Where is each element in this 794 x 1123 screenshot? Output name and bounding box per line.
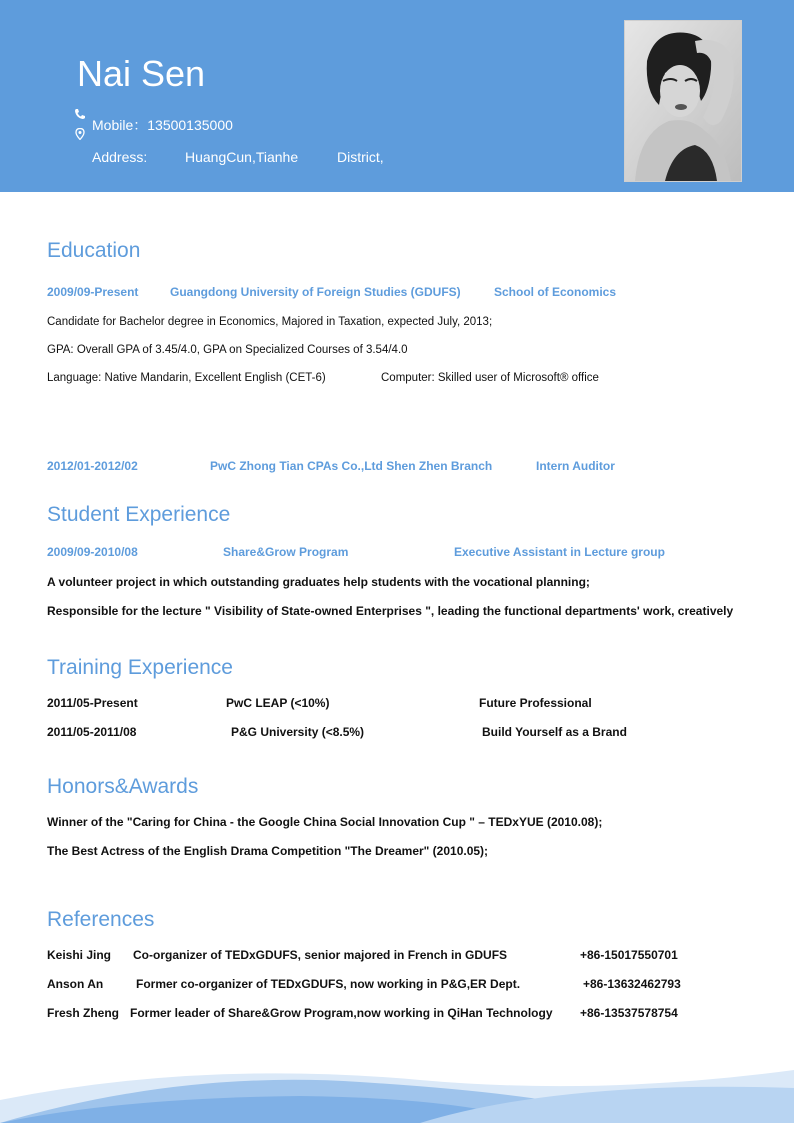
training-row1-date: 2011/05-Present xyxy=(47,696,138,710)
footer-wave-decoration xyxy=(0,1040,794,1123)
education-title: Education xyxy=(47,239,141,262)
education-school: Guangdong University of Foreign Studies (GDUFS) xyxy=(170,285,461,299)
honors-title: Honors&Awards xyxy=(47,775,199,798)
phone-icon xyxy=(74,108,86,120)
training-row2-award: Build Yourself as a Brand xyxy=(482,725,627,739)
reference-row3-desc: Former leader of Share&Grow Program,now working in QiHan Technology xyxy=(130,1006,553,1020)
student-experience-title: Student Experience xyxy=(47,503,231,526)
reference-row2-name: Anson An xyxy=(47,977,104,991)
references-title: References xyxy=(47,908,155,931)
student-role: Executive Assistant in Lecture group xyxy=(454,545,665,559)
training-row1-program: PwC LEAP (<10%) xyxy=(226,696,330,710)
address-part2: District, xyxy=(337,149,384,165)
reference-row2-phone: +86-13632462793 xyxy=(583,977,681,991)
education-date: 2009/09-Present xyxy=(47,285,139,299)
honors-line2: The Best Actress of the English Drama Competition "The Dreamer" (2010.05); xyxy=(47,844,489,858)
reference-row2-desc: Former co-organizer of TEDxGDUFS, now working in P&G,ER Dept. xyxy=(136,977,521,991)
education-computer: Computer: Skilled user of Microsoft® office xyxy=(381,372,599,384)
education-dept: School of Economics xyxy=(494,285,617,299)
education-language: Language: Native Mandarin, Excellent English (CET-6) xyxy=(47,372,326,384)
student-date: 2009/09-2010/08 xyxy=(47,545,138,559)
training-title: Training Experience xyxy=(47,656,233,679)
reference-row3-name: Fresh Zheng xyxy=(47,1006,120,1020)
internship-date: 2012/01-2012/02 xyxy=(47,459,138,473)
reference-row1-desc: Co-organizer of TEDxGDUFS, senior majored in French in GDUFS xyxy=(133,948,508,962)
training-row1-award: Future Professional xyxy=(479,696,592,710)
student-program: Share&Grow Program xyxy=(223,545,349,559)
reference-row1-name: Keishi Jing xyxy=(47,948,112,962)
student-line1: A volunteer project in which outstanding graduates help students with the vocational planning; xyxy=(47,575,590,589)
profile-photo xyxy=(624,20,742,182)
address-label: Address: xyxy=(92,149,148,165)
honors-line1: Winner of the "Caring for China - the Google China Social Innovation Cup " – TEDxYUE (2010.08); xyxy=(47,815,603,829)
location-pin-icon xyxy=(74,128,86,140)
internship-role: Intern Auditor xyxy=(536,459,615,473)
education-gpa-line: GPA: Overall GPA of 3.45/4.0, GPA on Specialized Courses of 3.54/4.0 xyxy=(47,344,408,356)
reference-row1-phone: +86-15017550701 xyxy=(580,948,678,962)
address-part1: HuangCun,Tianhe xyxy=(185,149,299,165)
mobile-text: Mobile：13500135000 xyxy=(92,117,233,133)
internship-company: PwC Zhong Tian CPAs Co.,Ltd Shen Zhen Branch xyxy=(210,459,493,473)
student-line2: Responsible for the lecture " Visibility of State-owned Enterprises ", leading the functional departments' work, creatively xyxy=(47,604,734,618)
training-row2-date: 2011/05-2011/08 xyxy=(47,725,137,739)
training-row2-program: P&G University (<8.5%) xyxy=(231,725,365,739)
reference-row3-phone: +86-13537578754 xyxy=(580,1006,678,1020)
candidate-name: Nai Sen xyxy=(77,53,206,94)
education-degree-line: Candidate for Bachelor degree in Economics, Majored in Taxation, expected July, 2013; xyxy=(47,316,493,328)
header-banner xyxy=(0,0,794,192)
